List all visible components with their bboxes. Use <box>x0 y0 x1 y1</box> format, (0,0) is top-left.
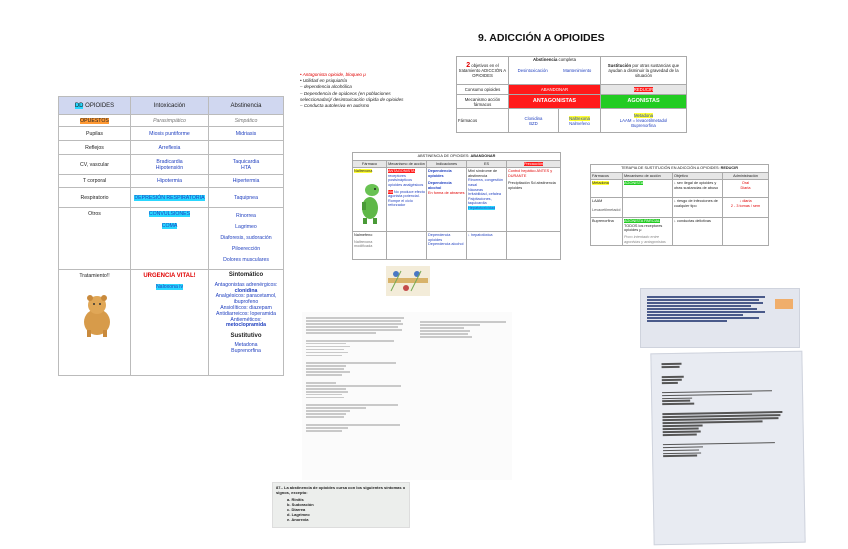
opioids-comparison-table <box>58 96 284 376</box>
substitution-therapy-table: TERAPIA DE SUSTITUCIÓN EN ADICCIÓN A OPIOIDES: REDUCIR Fármacos Mecanismo de acción Objetivo Administración Metadona AGONISTA ↓ sev ilegal de opioides y otras sustancias de abuso Oral Diaria LAAM Levacetilmetadol ↓ riesgo de infecciones de cualquier tipo ↓ diaria 2 - 3 tomas / sem Buprenorfina AGONISTA PARCIAL TODOS los receptores opioides μ Poco intentado entre agonistas y antagonistas ↓ conductas delictivas <box>590 164 769 246</box>
nalmefeno-side-effects: ↓ hepatotóxica <box>467 232 507 260</box>
opuestos-cell: OPUESTOS <box>59 115 131 127</box>
toy-dinosaur-image <box>356 180 384 224</box>
abstinence-header: Abstinencia completa Desintoxicación Mantenimiento <box>509 57 601 85</box>
intox-pupilas: Miosis puntiforme <box>131 127 209 141</box>
scanned-exam-document <box>302 312 512 480</box>
abstinence-drugs-table: ABSTINENCIA DE OPIOIDES: ABANDONAR Fármaco Mecanismo de acción Indicaciones ES Precaución Naltrexona ANTAGONISTA receptores postsinápticos opioides analgésicos No No produce efecto agonista potencial. Rompe el ciclo reforzador Dependencia opioides Dependencia alcohol En forma de abrames Mini síndrome de abstinencia Rinorrea, congestión nasal Náuseas Irritabilidad, cefalea Palpitaciones, taquicardia Hepatotoxicidad Control hepático ANTES y DURANTE Precipitación Sd abstinencia opioides Nalmefeno Naltrexona modificada Dependencia opioides Dependencia alcohol ↓ hepatotóxica <box>352 152 561 260</box>
substitution-table-title: TERAPIA DE SUSTITUCIÓN EN ADICCIÓN A OPIOIDES: REDUCIR <box>591 165 769 173</box>
laam-cell: LAAM Levacetilmetadol <box>591 198 623 218</box>
agonistas-cell: AGONISTAS <box>601 95 687 109</box>
metadona-admin: Oral Diaria <box>723 180 769 198</box>
abst-pupilas: Midriasis <box>209 127 284 141</box>
bullet-5: – Conducta autolesiva en autismo <box>300 103 370 109</box>
row-label-t-corporal: T corporal <box>59 175 131 188</box>
buprenorfina-cell: Buprenorfina <box>591 218 623 246</box>
nalmefeno-indications: Dependencia opioides Dependencia alcohol <box>427 232 467 260</box>
intox-reflejos: Arreflexia <box>131 141 209 155</box>
row-label-reflejos: Reflejos <box>59 141 131 155</box>
row-label-otros: Otros <box>59 208 131 270</box>
naltrexona-precautions: Control hepático ANTES y DURANTE Precipitación Sd abstinencia opioides <box>507 168 561 232</box>
nalmefeno-cell: Nalmefeno Naltrexona modificada <box>353 232 387 260</box>
intox-t-corporal: Hipotermia <box>131 175 209 188</box>
metadona-cell: Metadona <box>591 180 623 198</box>
antagonistas-cell: ANTAGONISTAS <box>509 95 601 109</box>
objectives-label: 2 objetivos en el tratamiento ADICCIÓN A OPIOIDES <box>457 57 509 85</box>
laam-admin: ↓ diaria 2 - 3 tomas / sem <box>723 198 769 218</box>
header-abstinencia: Abstinencia <box>209 97 284 115</box>
intox-otros: CONVULSIONES COMA <box>131 208 209 270</box>
header-intoxicacion: Intoxicación <box>131 97 209 115</box>
intox-tratamiento: URGENCIA VITAL! Naloxona iv <box>131 270 209 376</box>
mantenimiento-label: Mantenimiento <box>563 68 592 73</box>
laam-objective: ↓ riesgo de infecciones de cualquier tipo <box>673 198 723 218</box>
row-label-tratamiento: Tratamiento!! <box>59 270 131 376</box>
exam-page-photo <box>650 351 805 546</box>
farmacos-label: Fármacos <box>457 109 509 133</box>
abst-reflejos <box>209 141 284 155</box>
naltrexona-indications: Dependencia opioides Dependencia alcohol En forma de abrames <box>427 168 467 232</box>
abst-cv: Taquicardia HTA <box>209 155 284 175</box>
metadona-mechanism: AGONISTA <box>623 180 673 198</box>
naltrexona-cell: Naltrexona <box>353 168 387 232</box>
bullet-2: • Utilidad en psiquiatría <box>300 78 348 84</box>
abst-tratamiento: Sintomático Antagonistas adrenérgicos: clonidina Analgésicos: paracetamol, ibuprofeno Ansiolíticos: diazepam Antidiarreicos: loperamida Antieméticos: metoclopramida Sustitutivo Metadona Buprenorfina <box>209 270 284 376</box>
buprenorfina-objective: ↓ conductas delictivas <box>673 218 723 246</box>
reducir-cell: REDUCIR <box>601 85 687 95</box>
row-label-pupilas: Pupilas <box>59 127 131 141</box>
header-dd-opioides: DD OPIOIDES <box>59 97 131 115</box>
substitution-header: Sustitución por otras sustancias que ayudan a disminuir la gravedad de la situación <box>601 57 687 85</box>
exam-question-snippet: 87.- La abstinencia de opioides cursa con los siguientes síntomas o signos, excepto: a. Rinitis b. Sudoración c. Diarrea d. Lagrimeo e. Anorexia <box>272 482 410 528</box>
naltrexona-side-effects: Mini síndrome de abstinencia Rinorrea, congestión nasal Náuseas Irritabilidad, cefalea Palpitaciones, taquicardia Hepatotoxicidad <box>467 168 507 232</box>
treatment-objectives-table <box>456 56 687 133</box>
nalmefeno-mechanism <box>387 232 427 260</box>
abstinence-table-title: ABSTINENCIA DE OPIOIDES: ABANDONAR <box>353 153 561 161</box>
laam-mechanism <box>623 198 673 218</box>
farmacos-sustitucion: Metadona LAAM = levacetilmetadol Buprenorfina <box>601 109 687 133</box>
row-label-respiratorio: Respiratorio <box>59 188 131 208</box>
bullet-1: • Antagonista opioide, bloqueo μ <box>300 72 366 77</box>
mecanismo-label: Mecanismo acción fármacos <box>457 95 509 109</box>
simpatico-label: Simpático <box>209 115 284 127</box>
page-title: 9. ADICCIÓN A OPIOIDES <box>478 32 605 44</box>
row-label-cv: CV, vascular <box>59 155 131 175</box>
intox-cv: Bradicardia Hipotensión <box>131 155 209 175</box>
consumo-label: Consumo opioides <box>457 85 509 95</box>
metadona-objective: ↓ sev ilegal de opioides y otras sustancias de abuso <box>673 180 723 198</box>
parasimpatico-label: Parasimpático <box>131 115 209 127</box>
intox-respiratorio: DEPRESIÓN RESPIRATORIA <box>131 188 209 208</box>
handwritten-notes-photo <box>640 288 800 348</box>
naltrexone-notes <box>300 72 420 109</box>
farmacos-desintox: Clonidina BZD <box>509 109 559 133</box>
opioid-receptor-diagram <box>386 266 430 296</box>
abst-otros: Rinorrea Lagrimeo Diaforesis, sudoración Piloerección Dolores musculares <box>209 208 284 270</box>
farmacos-mantenimiento: Naltrexona Nalmefeno <box>559 109 601 133</box>
desintoxicacion-label: Desintoxicación <box>517 68 548 73</box>
abst-t-corporal: Hipertermia <box>209 175 284 188</box>
nalmefeno-precautions <box>507 232 561 260</box>
buprenorfina-admin <box>723 218 769 246</box>
bullet-3: – dependencia alcohólica <box>300 84 352 90</box>
naltrexona-mechanism: ANTAGONISTA receptores postsinápticos opioides analgésicos No No produce efecto agonista potencial. Rompe el ciclo reforzador <box>387 168 427 232</box>
bullet-4: – Dependencia de opiáceos (en poblaciones seleccionadas)/ desintoxicación rápida de opioides <box>300 90 404 102</box>
abandonar-cell: ABANDONAR <box>509 85 601 95</box>
buprenorfina-mechanism: AGONISTA PARCIAL TODOS los receptores opioides μ Poco intentado entre agonistas y antagonistas <box>623 218 673 246</box>
lion-cub-image <box>77 292 117 338</box>
abst-respiratorio: Taquipnea <box>209 188 284 208</box>
